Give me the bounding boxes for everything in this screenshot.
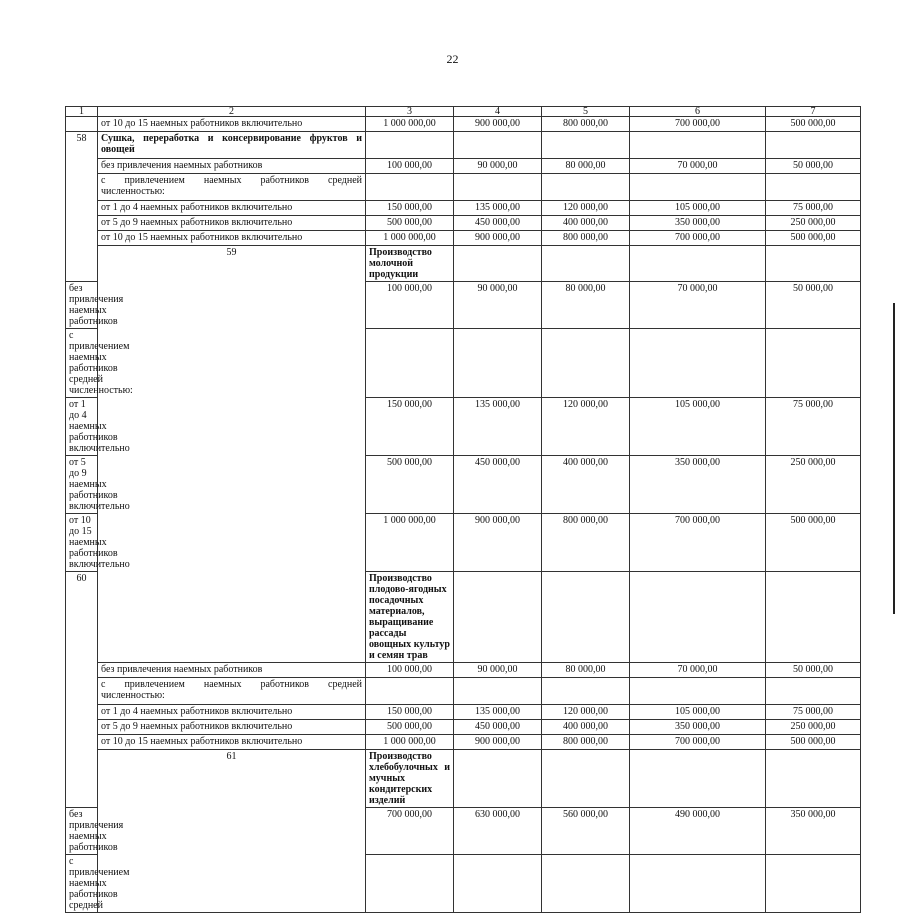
amount-cell: 400 000,00 <box>542 720 630 735</box>
amount-cell: 350 000,00 <box>630 456 766 514</box>
amount-cell: 90 000,00 <box>454 159 542 174</box>
section-number: 58 <box>66 132 98 282</box>
empty-cell <box>454 246 542 282</box>
row-label: от 1 до 4 наемных работников включительно <box>66 398 98 456</box>
table-row <box>66 705 861 720</box>
empty-cell <box>454 572 542 663</box>
empty-cell <box>766 678 861 705</box>
empty-cell <box>766 132 861 159</box>
amount-cell: 490 000,00 <box>630 808 766 855</box>
amount-cell: 90 000,00 <box>454 282 542 329</box>
amount-cell: 50 000,00 <box>766 159 861 174</box>
empty-cell <box>542 750 630 808</box>
empty-cell <box>542 855 630 913</box>
amount-cell: 700 000,00 <box>630 735 766 750</box>
amount-cell: 900 000,00 <box>454 231 542 246</box>
amount-cell: 800 000,00 <box>542 231 630 246</box>
amount-cell: 150 000,00 <box>366 398 454 456</box>
amount-cell: 100 000,00 <box>366 159 454 174</box>
row-label: от 10 до 15 наемных работников включительно <box>98 231 366 246</box>
section-title: Производство плодово-ягодных посадочных материалов, выращивание рассады овощных культур и семян трав <box>366 572 454 663</box>
empty-cell <box>766 750 861 808</box>
amount-cell: 800 000,00 <box>542 117 630 132</box>
row-label: от 10 до 15 наемных работников включительно <box>66 514 98 572</box>
section-row <box>66 132 861 159</box>
amount-cell: 800 000,00 <box>542 735 630 750</box>
empty-cell <box>366 678 454 705</box>
amount-cell: 630 000,00 <box>454 808 542 855</box>
empty-cell <box>630 132 766 159</box>
empty-cell <box>542 246 630 282</box>
amount-cell: 450 000,00 <box>454 720 542 735</box>
amount-cell: 105 000,00 <box>630 201 766 216</box>
amount-cell: 350 000,00 <box>766 808 861 855</box>
amount-cell: 500 000,00 <box>366 456 454 514</box>
amount-cell: 450 000,00 <box>454 216 542 231</box>
column-number: 7 <box>766 107 861 117</box>
table-row <box>66 201 861 216</box>
row-label: без привлечения наемных работников <box>66 282 98 329</box>
empty-cell <box>630 678 766 705</box>
empty-cell <box>630 329 766 398</box>
amount-cell: 350 000,00 <box>630 216 766 231</box>
section-title: Производство хлебобулочных и мучных кондитерских изделий <box>366 750 454 808</box>
amount-cell: 250 000,00 <box>766 456 861 514</box>
amount-cell: 700 000,00 <box>366 808 454 855</box>
section-number <box>66 117 98 132</box>
amount-cell: 500 000,00 <box>766 117 861 132</box>
row-label: без привлечения наемных работников <box>98 663 366 678</box>
empty-cell <box>766 855 861 913</box>
amount-cell: 120 000,00 <box>542 201 630 216</box>
amount-cell: 250 000,00 <box>766 216 861 231</box>
amount-cell: 1 000 000,00 <box>366 117 454 132</box>
amount-cell: 700 000,00 <box>630 231 766 246</box>
amount-cell: 70 000,00 <box>630 159 766 174</box>
empty-cell <box>542 329 630 398</box>
empty-cell <box>766 572 861 663</box>
amount-cell: 80 000,00 <box>542 159 630 174</box>
amount-cell: 1 000 000,00 <box>366 735 454 750</box>
section-title: Сушка, переработка и консервирование фруктов и овощей <box>98 132 366 159</box>
column-number-row <box>66 107 861 117</box>
row-label: без привлечения наемных работников <box>98 159 366 174</box>
amount-cell: 70 000,00 <box>630 663 766 678</box>
amount-cell: 120 000,00 <box>542 398 630 456</box>
amount-cell: 105 000,00 <box>630 705 766 720</box>
amount-cell: 120 000,00 <box>542 705 630 720</box>
row-label: от 5 до 9 наемных работников включительно <box>66 456 98 514</box>
amount-cell: 80 000,00 <box>542 663 630 678</box>
row-label: от 1 до 4 наемных работников включительно <box>98 705 366 720</box>
empty-cell <box>630 572 766 663</box>
empty-cell <box>630 174 766 201</box>
section-number: 60 <box>66 572 98 808</box>
empty-cell <box>454 750 542 808</box>
table-row <box>66 735 861 750</box>
empty-cell <box>542 174 630 201</box>
column-number: 5 <box>542 107 630 117</box>
amount-cell: 50 000,00 <box>766 663 861 678</box>
amount-cell: 75 000,00 <box>766 201 861 216</box>
empty-cell <box>366 132 454 159</box>
amount-cell: 105 000,00 <box>630 398 766 456</box>
column-number: 1 <box>66 107 98 117</box>
amount-cell: 900 000,00 <box>454 117 542 132</box>
empty-cell <box>366 174 454 201</box>
row-label: от 5 до 9 наемных работников включительно <box>98 720 366 735</box>
amount-cell: 150 000,00 <box>366 201 454 216</box>
amount-cell: 560 000,00 <box>542 808 630 855</box>
column-number: 2 <box>98 107 366 117</box>
table-row <box>66 159 861 174</box>
row-label: с привлечением наемных работников средней <box>66 855 98 913</box>
amount-cell: 135 000,00 <box>454 705 542 720</box>
amount-cell: 135 000,00 <box>454 201 542 216</box>
amount-cell: 400 000,00 <box>542 216 630 231</box>
table-row <box>66 117 861 132</box>
amount-cell: 100 000,00 <box>366 282 454 329</box>
amount-cell: 500 000,00 <box>766 514 861 572</box>
empty-cell <box>366 855 454 913</box>
amount-cell: 800 000,00 <box>542 514 630 572</box>
empty-cell <box>630 855 766 913</box>
section-number: 61 <box>98 750 366 913</box>
empty-cell <box>454 174 542 201</box>
amount-cell: 1 000 000,00 <box>366 514 454 572</box>
page-number: 22 <box>446 52 459 66</box>
empty-cell <box>454 855 542 913</box>
row-label: от 10 до 15 наемных работников включительно <box>98 735 366 750</box>
empty-cell <box>766 174 861 201</box>
amount-cell: 500 000,00 <box>366 216 454 231</box>
section-title: Производство молочной продукции <box>366 246 454 282</box>
amount-cell: 70 000,00 <box>630 282 766 329</box>
amount-cell: 700 000,00 <box>630 514 766 572</box>
row-label: от 10 до 15 наемных работников включительно <box>98 117 366 132</box>
column-number: 6 <box>630 107 766 117</box>
amount-cell: 150 000,00 <box>366 705 454 720</box>
amount-cell: 350 000,00 <box>630 720 766 735</box>
column-number: 4 <box>454 107 542 117</box>
amount-cell: 400 000,00 <box>542 456 630 514</box>
amount-cell: 80 000,00 <box>542 282 630 329</box>
margin-rule <box>893 303 895 614</box>
amount-cell: 500 000,00 <box>766 231 861 246</box>
row-label: от 1 до 4 наемных работников включительно <box>98 201 366 216</box>
amount-cell: 135 000,00 <box>454 398 542 456</box>
empty-cell <box>542 572 630 663</box>
amount-cell: 75 000,00 <box>766 705 861 720</box>
column-number: 3 <box>366 107 454 117</box>
row-label: с привлечением наемных работников средней численностью: <box>98 678 366 705</box>
amount-cell: 50 000,00 <box>766 282 861 329</box>
empty-cell <box>454 132 542 159</box>
amount-cell: 1 000 000,00 <box>366 231 454 246</box>
section-row <box>66 750 861 808</box>
tariff-table <box>65 106 861 913</box>
empty-cell <box>454 329 542 398</box>
row-label: с привлечением наемных работников средней численностью: <box>66 329 98 398</box>
amount-cell: 450 000,00 <box>454 456 542 514</box>
amount-cell: 250 000,00 <box>766 720 861 735</box>
empty-cell <box>630 246 766 282</box>
empty-cell <box>766 329 861 398</box>
row-label: от 5 до 9 наемных работников включительно <box>98 216 366 231</box>
row-label: без привлечения наемных работников <box>66 808 98 855</box>
amount-cell: 75 000,00 <box>766 398 861 456</box>
empty-cell <box>766 246 861 282</box>
empty-cell <box>542 678 630 705</box>
amount-cell: 90 000,00 <box>454 663 542 678</box>
subheading-row <box>66 174 861 201</box>
subheading-row <box>66 678 861 705</box>
table-row <box>66 720 861 735</box>
amount-cell: 100 000,00 <box>366 663 454 678</box>
section-row <box>66 246 861 282</box>
amount-cell: 900 000,00 <box>454 514 542 572</box>
amount-cell: 500 000,00 <box>766 735 861 750</box>
empty-cell <box>454 678 542 705</box>
section-number: 59 <box>98 246 366 663</box>
table-row <box>66 216 861 231</box>
amount-cell: 700 000,00 <box>630 117 766 132</box>
table-row <box>66 663 861 678</box>
empty-cell <box>630 750 766 808</box>
amount-cell: 900 000,00 <box>454 735 542 750</box>
row-label: с привлечением наемных работников средней численностью: <box>98 174 366 201</box>
empty-cell <box>542 132 630 159</box>
amount-cell: 500 000,00 <box>366 720 454 735</box>
empty-cell <box>366 329 454 398</box>
table-row <box>66 231 861 246</box>
